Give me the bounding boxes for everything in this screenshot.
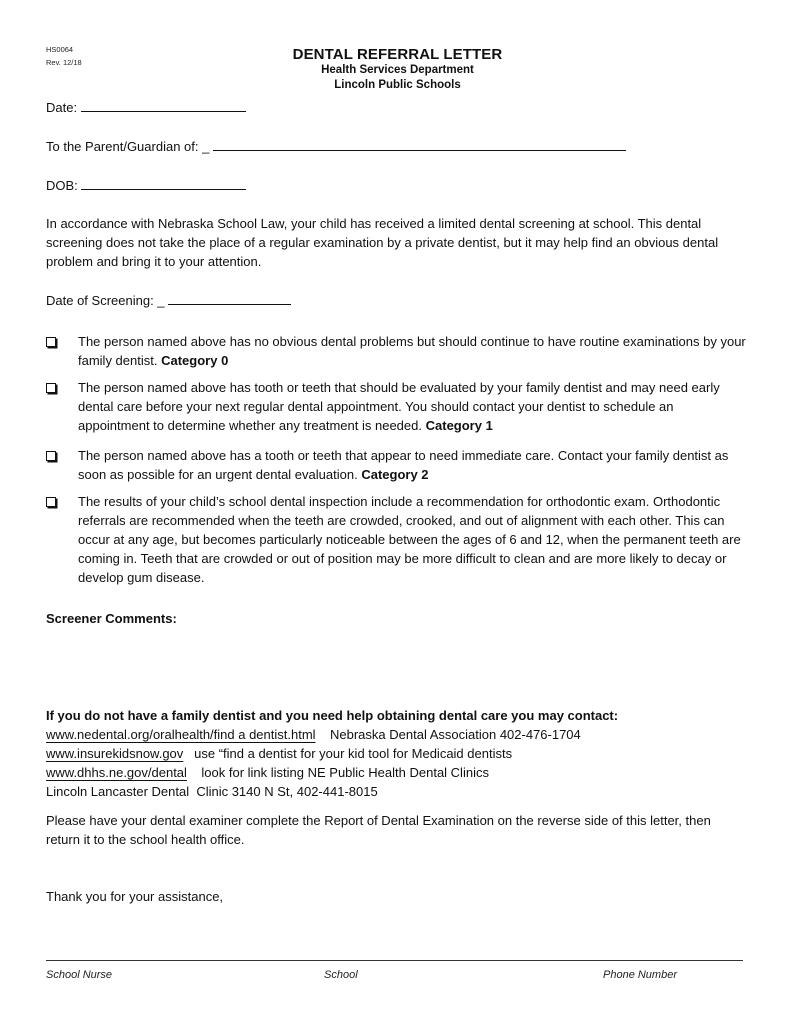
resource-item bbox=[46, 782, 766, 801]
signature-line[interactable] bbox=[46, 960, 743, 961]
insurekidsnow-link[interactable]: www.insurekidsnow.gov bbox=[46, 746, 184, 761]
resources-heading: If you do not have a family dentist and you need help obtaining dental care you may contact: bbox=[46, 708, 619, 723]
phone-number-label: Phone Number bbox=[603, 969, 677, 981]
organization-name: Lincoln Public Schools bbox=[334, 79, 461, 91]
checkbox-icon[interactable] bbox=[46, 383, 56, 393]
resource-item bbox=[46, 744, 766, 763]
date-field bbox=[46, 99, 246, 115]
form-number: HS0064 bbox=[46, 45, 74, 54]
intro-paragraph: In accordance with Nebraska School Law, your child has received a limited dental screening at school. This dental screening does not take the place of a regular examination by a private dentist, but it may help find an obvious dental problem and bring it to your attention. bbox=[46, 216, 719, 269]
parent-guardian-input[interactable] bbox=[213, 138, 626, 151]
option-text: The person named above has a tooth or teeth that appear to need immediate care. Contact your family dentist as soon as possible for an urgent dental evaluation. Category 2 bbox=[78, 448, 729, 482]
option-text: The person named above has tooth or teeth that should be evaluated by your family dentist and may need early dental care before your next regular dental appointment. You should contact your dentist to schedule an appointment to determine whether any treatment is needed. Category 1 bbox=[78, 380, 720, 433]
category-label: Category 0 bbox=[161, 353, 229, 368]
school-label: School bbox=[324, 969, 358, 981]
date-label: Date: bbox=[46, 100, 78, 115]
closing-text: Thank you for your assistance, bbox=[46, 889, 224, 904]
dob-field bbox=[46, 177, 246, 193]
checkbox-icon[interactable] bbox=[46, 337, 56, 347]
resource-item bbox=[46, 725, 766, 744]
resource-description: look for link listing NE Public Health Dental Clinics bbox=[201, 765, 489, 780]
screener-comments-label: Screener Comments: bbox=[46, 611, 177, 626]
option-text: The person named above has no obvious dental problems but should continue to have routine examinations by your family dentist. Category 0 bbox=[78, 334, 746, 368]
page-title: DENTAL REFERRAL LETTER bbox=[292, 46, 503, 63]
screening-date-label: Date of Screening: _ bbox=[46, 293, 165, 308]
instructions-paragraph: Please have your dental examiner complete the Report of Dental Examination on the reverse side of this letter, then return it to the school health office. bbox=[46, 813, 711, 847]
screening-date-field bbox=[46, 292, 291, 308]
resource-item bbox=[46, 763, 766, 782]
resources-section bbox=[46, 706, 766, 801]
school-nurse-label: School Nurse bbox=[46, 969, 113, 981]
department-name: Health Services Department bbox=[321, 64, 474, 76]
orthodontic-option bbox=[46, 492, 746, 587]
dob-input[interactable] bbox=[81, 177, 246, 190]
category-label: Category 1 bbox=[425, 418, 493, 433]
checkbox-icon[interactable] bbox=[46, 497, 56, 507]
category-2-option bbox=[46, 446, 746, 484]
screening-date-input[interactable] bbox=[168, 292, 291, 305]
parent-guardian-field bbox=[46, 138, 626, 154]
category-label: Category 2 bbox=[361, 467, 429, 482]
screener-comments-area[interactable] bbox=[46, 630, 746, 700]
parent-guardian-label: To the Parent/Guardian of: _ bbox=[46, 139, 210, 154]
resource-description: Nebraska Dental Association 402-476-1704 bbox=[330, 727, 581, 742]
nedental-link[interactable]: www.nedental.org/oralhealth/find a dentist.html bbox=[46, 727, 316, 742]
form-revision: Rev. 12/18 bbox=[46, 58, 82, 67]
dhhs-dental-link[interactable]: www.dhhs.ne.gov/dental bbox=[46, 765, 187, 780]
checkbox-icon[interactable] bbox=[46, 451, 56, 461]
resource-description: Lincoln Lancaster Dental Clinic 3140 N St, 402-441-8015 bbox=[46, 784, 378, 799]
letter-header bbox=[0, 46, 790, 93]
option-text: The results of your child’s school dental inspection include a recommendation for orthodontic exam. Orthodontic referrals are recommended when the teeth are crowded, crooked, and out of alignment with each other. This can occur at any age, but becomes particularly noticeable between the ages of 6 and 12, when the permanent teeth are coming in. Teeth that are crowded or out of position may be more difficult to clean and are more likely to decay or develop gum disease. bbox=[78, 494, 741, 585]
date-input[interactable] bbox=[81, 99, 246, 112]
category-1-option bbox=[46, 378, 746, 435]
category-0-option bbox=[46, 332, 746, 370]
resource-description: use “find a dentist for your kid tool for Medicaid dentists bbox=[194, 746, 513, 761]
dob-label: DOB: bbox=[46, 178, 78, 193]
